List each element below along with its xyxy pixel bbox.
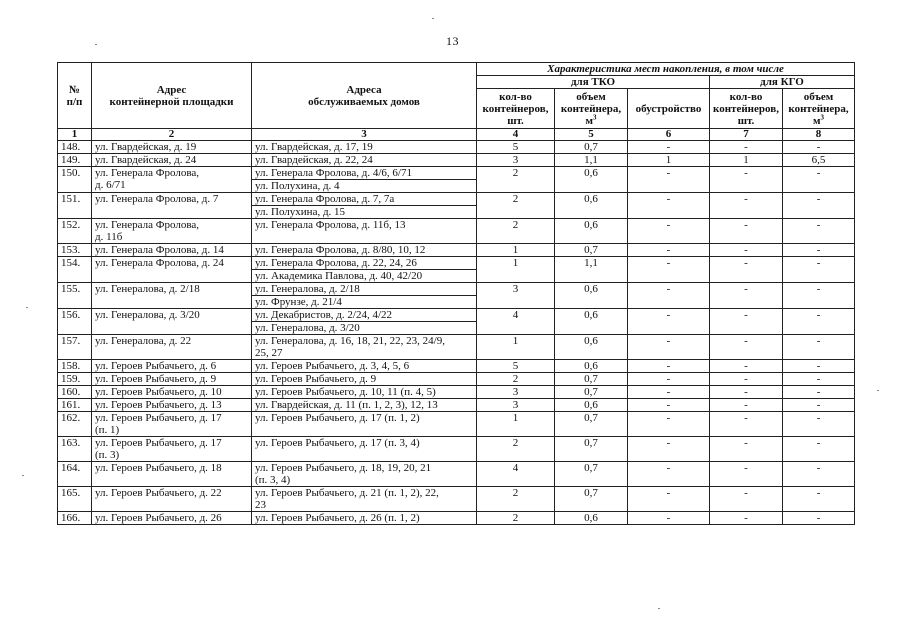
row-number-cell: 157. xyxy=(58,335,92,360)
table-row xyxy=(58,512,855,525)
kgo-count-cell: - xyxy=(710,487,783,512)
row-number-cell: 152. xyxy=(58,219,92,244)
tko-count-cell: 3 xyxy=(477,399,555,412)
col-number-2: 2 xyxy=(92,129,252,141)
tko-volume-cell: 0,6 xyxy=(555,360,628,373)
row-number-cell: 163. xyxy=(58,437,92,462)
served-addresses-cell xyxy=(252,399,477,412)
col-number-3: 3 xyxy=(252,129,477,141)
kgo-count-cell: - xyxy=(710,283,783,309)
served-address-line: ул. Декабристов, д. 2/24, 4/22 xyxy=(255,309,393,321)
header-tko-count: кол-во контейнеров, шт. xyxy=(477,89,555,129)
container-address-cell: ул. Генерала Фролова, д. 14 xyxy=(92,244,252,257)
kgo-volume-cell: - xyxy=(783,244,855,257)
served-addresses-cell xyxy=(252,141,477,154)
tko-count-cell: 1 xyxy=(477,412,555,437)
served-address-line: ул. Генералова, д. 16, 18, 21, 22, 23, 24/9, 25, 27 xyxy=(255,335,445,359)
tko-count-cell: 1 xyxy=(477,335,555,360)
header-equipment: обустройство xyxy=(628,89,710,129)
served-addresses-cell xyxy=(252,244,477,257)
kgo-count-cell: - xyxy=(710,167,783,193)
tko-volume-cell: 0,7 xyxy=(555,373,628,386)
container-address-cell: ул. Генерала Фролова, д. 6/71 xyxy=(92,167,252,193)
served-address-line: ул. Героев Рыбачьего, д. 18, 19, 20, 21 (п. 3, 4) xyxy=(255,462,432,486)
col-number-6: 6 xyxy=(628,129,710,141)
header-kgo-volume-text: объем контейнера, м xyxy=(788,90,849,127)
tko-count-cell: 1 xyxy=(477,257,555,283)
served-address-line: ул. Полухина, д. 15 xyxy=(252,205,476,218)
served-address-line: ул. Героев Рыбачьего, д. 9 xyxy=(255,373,377,385)
tko-count-cell: 3 xyxy=(477,386,555,399)
container-address-cell: ул. Героев Рыбачьего, д. 6 xyxy=(92,360,252,373)
tko-volume-cell: 0,6 xyxy=(555,309,628,335)
header-characteristics: Характеристика мест накопления, в том числе xyxy=(477,63,855,76)
tko-count-cell: 5 xyxy=(477,141,555,154)
served-address-line: ул. Героев Рыбачьего, д. 3, 4, 5, 6 xyxy=(255,360,410,372)
kgo-volume-cell: - xyxy=(783,167,855,193)
row-number-cell: 149. xyxy=(58,154,92,167)
kgo-count-cell: - xyxy=(710,335,783,360)
served-addresses-cell xyxy=(252,437,477,462)
served-address-line: ул. Фрунзе, д. 21/4 xyxy=(252,295,476,308)
kgo-count-cell: - xyxy=(710,373,783,386)
served-address-line: ул. Полухина, д. 4 xyxy=(252,179,476,192)
row-number-cell: 160. xyxy=(58,386,92,399)
container-address-cell: ул. Генерала Фролова, д. 7 xyxy=(92,193,252,219)
tko-count-cell: 1 xyxy=(477,244,555,257)
tko-volume-cell: 0,6 xyxy=(555,219,628,244)
col-number-1: 1 xyxy=(58,129,92,141)
served-addresses-cell xyxy=(252,487,477,512)
tko-volume-cell: 0,7 xyxy=(555,412,628,437)
kgo-volume-cell: - xyxy=(783,335,855,360)
container-address-cell: ул. Генералова, д. 2/18 xyxy=(92,283,252,309)
row-number-cell: 166. xyxy=(58,512,92,525)
kgo-volume-cell: - xyxy=(783,360,855,373)
table-row xyxy=(58,244,855,257)
tko-count-cell: 2 xyxy=(477,219,555,244)
row-number-cell: 151. xyxy=(58,193,92,219)
tko-volume-cell: 0,6 xyxy=(555,512,628,525)
row-number-cell: 161. xyxy=(58,399,92,412)
served-addresses-cell xyxy=(252,512,477,525)
kgo-count-cell: - xyxy=(710,462,783,487)
container-address-cell: ул. Героев Рыбачьего, д. 22 xyxy=(92,487,252,512)
kgo-volume-cell: - xyxy=(783,309,855,335)
row-number-cell: 156. xyxy=(58,309,92,335)
tko-count-cell: 2 xyxy=(477,193,555,219)
table-row xyxy=(58,154,855,167)
container-address-cell: ул. Героев Рыбачьего, д. 18 xyxy=(92,462,252,487)
served-address-line: ул. Гвардейская, д. 11 (п. 1, 2, 3), 12, 13 xyxy=(255,399,438,411)
tko-count-cell: 4 xyxy=(477,309,555,335)
kgo-volume-cell: - xyxy=(783,462,855,487)
served-address-line: ул. Героев Рыбачьего, д. 17 (п. 1, 2) xyxy=(255,412,420,424)
header-served-addresses: Адреса обслуживаемых домов xyxy=(252,63,477,129)
tko-count-cell: 4 xyxy=(477,462,555,487)
table-body xyxy=(58,141,855,525)
served-address-line: ул. Генерала Фролова, д. 8/80, 10, 12 xyxy=(255,244,426,256)
tko-volume-cell: 0,7 xyxy=(555,462,628,487)
header-tko-volume-sup: 3 xyxy=(593,112,597,121)
container-address-cell: ул. Генералова, д. 22 xyxy=(92,335,252,360)
row-number-cell: 154. xyxy=(58,257,92,283)
row-number-cell: 164. xyxy=(58,462,92,487)
equipment-cell: - xyxy=(628,309,710,335)
kgo-volume-cell: - xyxy=(783,399,855,412)
page-number: 13 xyxy=(446,34,459,48)
container-address-cell: ул. Героев Рыбачьего, д. 17 (п. 3) xyxy=(92,437,252,462)
kgo-volume-cell: - xyxy=(783,257,855,283)
col-number-5: 5 xyxy=(555,129,628,141)
table-row xyxy=(58,373,855,386)
kgo-count-cell: - xyxy=(710,412,783,437)
table-row xyxy=(58,219,855,244)
table-row xyxy=(58,257,855,283)
header-kgo-volume-sup: 3 xyxy=(820,112,825,121)
kgo-count-cell: - xyxy=(710,512,783,525)
served-address-line: ул. Героев Рыбачьего, д. 17 (п. 3, 4) xyxy=(255,437,420,449)
row-number-cell: 159. xyxy=(58,373,92,386)
tko-count-cell: 2 xyxy=(477,167,555,193)
col-number-7: 7 xyxy=(710,129,783,141)
tko-volume-cell: 0,6 xyxy=(555,193,628,219)
served-addresses-cell xyxy=(252,283,477,309)
tko-count-cell: 3 xyxy=(477,154,555,167)
equipment-cell: - xyxy=(628,219,710,244)
header-container-address: Адрес контейнерной площадки xyxy=(92,63,252,129)
table-row xyxy=(58,309,855,335)
container-address-cell: ул. Героев Рыбачьего, д. 26 xyxy=(92,512,252,525)
kgo-volume-cell: - xyxy=(783,283,855,309)
equipment-cell: - xyxy=(628,399,710,412)
kgo-volume-cell: - xyxy=(783,219,855,244)
container-address-cell: ул. Генерала Фролова, д. 24 xyxy=(92,257,252,283)
equipment-cell: - xyxy=(628,373,710,386)
tko-count-cell: 2 xyxy=(477,373,555,386)
kgo-volume-cell: - xyxy=(783,193,855,219)
table-row xyxy=(58,141,855,154)
row-number-cell: 150. xyxy=(58,167,92,193)
row-number-cell: 148. xyxy=(58,141,92,154)
served-addresses-cell xyxy=(252,462,477,487)
row-number-cell: 155. xyxy=(58,283,92,309)
kgo-volume-cell: - xyxy=(783,386,855,399)
kgo-volume-cell: - xyxy=(783,141,855,154)
container-address-cell: ул. Генералова, д. 3/20 xyxy=(92,309,252,335)
tko-volume-cell: 0,6 xyxy=(555,167,628,193)
tko-count-cell: 2 xyxy=(477,487,555,512)
tko-volume-cell: 1,1 xyxy=(555,257,628,283)
served-address-line: ул. Академика Павлова, д. 40, 42/20 xyxy=(252,269,476,282)
served-addresses-cell xyxy=(252,309,477,335)
served-address-line: ул. Гвардейская, д. 17, 19 xyxy=(255,141,373,153)
equipment-cell: - xyxy=(628,512,710,525)
equipment-cell: 1 xyxy=(628,154,710,167)
served-addresses-cell xyxy=(252,335,477,360)
served-address-line: ул. Гвардейская, д. 22, 24 xyxy=(255,154,373,166)
container-address-cell: ул. Героев Рыбачьего, д. 13 xyxy=(92,399,252,412)
kgo-count-cell: - xyxy=(710,257,783,283)
header-tko-volume-text: объем контейнера, м xyxy=(560,90,622,127)
served-addresses-cell xyxy=(252,193,477,219)
served-addresses-cell xyxy=(252,373,477,386)
kgo-count-cell: - xyxy=(710,219,783,244)
kgo-volume-cell: - xyxy=(783,412,855,437)
served-address-line: ул. Генерала Фролова, д. 11б, 13 xyxy=(255,219,406,231)
equipment-cell: - xyxy=(628,193,710,219)
served-addresses-cell xyxy=(252,257,477,283)
tko-volume-cell: 0,6 xyxy=(555,399,628,412)
served-address-line: ул. Генерала Фролова, д. 7, 7а xyxy=(255,193,395,205)
container-sites-table xyxy=(57,62,855,525)
served-addresses-cell xyxy=(252,360,477,373)
tko-volume-cell: 0,6 xyxy=(555,283,628,309)
kgo-count-cell: - xyxy=(710,437,783,462)
kgo-count-cell: - xyxy=(710,141,783,154)
tko-volume-cell: 1,1 xyxy=(555,154,628,167)
kgo-count-cell: - xyxy=(710,399,783,412)
equipment-cell: - xyxy=(628,386,710,399)
equipment-cell: - xyxy=(628,167,710,193)
container-address-cell: ул. Героев Рыбачьего, д. 9 xyxy=(92,373,252,386)
tko-count-cell: 3 xyxy=(477,283,555,309)
equipment-cell: - xyxy=(628,487,710,512)
tko-volume-cell: 0,7 xyxy=(555,386,628,399)
table-row xyxy=(58,437,855,462)
table-row xyxy=(58,462,855,487)
tko-count-cell: 2 xyxy=(477,437,555,462)
header-kgo-volume xyxy=(783,89,855,129)
container-address-cell: ул. Героев Рыбачьего, д. 17 (п. 1) xyxy=(92,412,252,437)
kgo-volume-cell: 6,5 xyxy=(783,154,855,167)
tko-volume-cell: 0,6 xyxy=(555,335,628,360)
tko-volume-cell: 0,7 xyxy=(555,141,628,154)
table-row xyxy=(58,399,855,412)
table-row xyxy=(58,335,855,360)
kgo-volume-cell: - xyxy=(783,512,855,525)
col-number-8: 8 xyxy=(783,129,855,141)
header-row-number: № п/п xyxy=(58,63,92,129)
equipment-cell: - xyxy=(628,412,710,437)
kgo-count-cell: 1 xyxy=(710,154,783,167)
served-address-line: ул. Генералова, д. 3/20 xyxy=(252,321,476,334)
served-addresses-cell xyxy=(252,167,477,193)
kgo-count-cell: - xyxy=(710,386,783,399)
tko-count-cell: 5 xyxy=(477,360,555,373)
equipment-cell: - xyxy=(628,283,710,309)
served-addresses-cell xyxy=(252,412,477,437)
equipment-cell: - xyxy=(628,437,710,462)
served-addresses-cell xyxy=(252,386,477,399)
document-sheet xyxy=(57,62,854,525)
tko-volume-cell: 0,7 xyxy=(555,487,628,512)
equipment-cell: - xyxy=(628,141,710,154)
equipment-cell: - xyxy=(628,335,710,360)
kgo-count-cell: - xyxy=(710,193,783,219)
row-number-cell: 153. xyxy=(58,244,92,257)
table-header xyxy=(58,63,855,141)
header-kgo-count: кол-во контейнеров, шт. xyxy=(710,89,783,129)
container-address-cell: ул. Генерала Фролова, д. 11б xyxy=(92,219,252,244)
table-row xyxy=(58,283,855,309)
table-row xyxy=(58,487,855,512)
table-row xyxy=(58,360,855,373)
table-row xyxy=(58,386,855,399)
tko-volume-cell: 0,7 xyxy=(555,437,628,462)
row-number-cell: 158. xyxy=(58,360,92,373)
tko-count-cell: 2 xyxy=(477,512,555,525)
equipment-cell: - xyxy=(628,462,710,487)
served-address-line: ул. Героев Рыбачьего, д. 21 (п. 1, 2), 22, 23 xyxy=(255,487,439,511)
kgo-count-cell: - xyxy=(710,244,783,257)
served-address-line: ул. Героев Рыбачьего, д. 10, 11 (п. 4, 5) xyxy=(255,386,436,398)
row-number-cell: 165. xyxy=(58,487,92,512)
table-row xyxy=(58,167,855,193)
kgo-volume-cell: - xyxy=(783,487,855,512)
served-address-line: ул. Героев Рыбачьего, д. 26 (п. 1, 2) xyxy=(255,512,420,524)
served-address-line: ул. Генерала Фролова, д. 4/6, 6/71 xyxy=(255,167,412,179)
table-row xyxy=(58,193,855,219)
equipment-cell: - xyxy=(628,244,710,257)
container-address-cell: ул. Гвардейская, д. 24 xyxy=(92,154,252,167)
served-address-line: ул. Генералова, д. 2/18 xyxy=(255,283,360,295)
row-number-cell: 162. xyxy=(58,412,92,437)
kgo-volume-cell: - xyxy=(783,437,855,462)
served-addresses-cell xyxy=(252,154,477,167)
equipment-cell: - xyxy=(628,360,710,373)
equipment-cell: - xyxy=(628,257,710,283)
col-number-4: 4 xyxy=(477,129,555,141)
header-tko-volume xyxy=(555,89,628,129)
header-tko: для ТКО xyxy=(477,76,710,89)
served-address-line: ул. Генерала Фролова, д. 22, 24, 26 xyxy=(255,257,417,269)
kgo-count-cell: - xyxy=(710,309,783,335)
container-address-cell: ул. Гвардейская, д. 19 xyxy=(92,141,252,154)
served-addresses-cell xyxy=(252,219,477,244)
container-address-cell: ул. Героев Рыбачьего, д. 10 xyxy=(92,386,252,399)
table-row xyxy=(58,412,855,437)
header-kgo: для КГО xyxy=(710,76,855,89)
kgo-volume-cell: - xyxy=(783,373,855,386)
kgo-count-cell: - xyxy=(710,360,783,373)
tko-volume-cell: 0,7 xyxy=(555,244,628,257)
